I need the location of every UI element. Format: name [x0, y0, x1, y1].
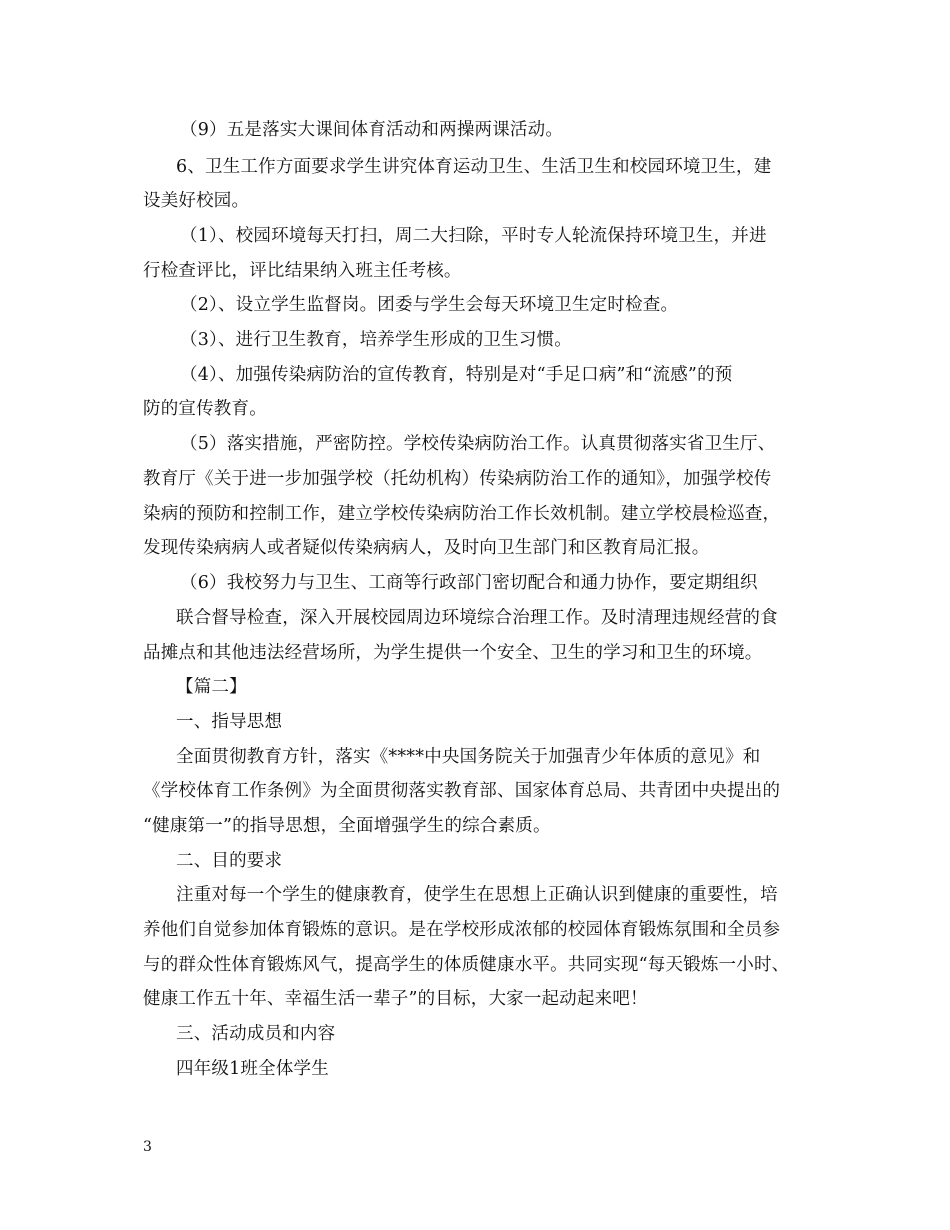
text-line: （4）、加强传染病防治的宣传教育，特别是对“手足口病”和“流感”的预 [180, 365, 733, 385]
subsection-heading: 三、活动成员和内容 [176, 1024, 336, 1044]
text-line: （9）五是落实大课间体育活动和两操两课活动。 [180, 120, 564, 140]
text-line: 行检查评比，评比结果纳入班主任考核。 [143, 261, 462, 281]
subsection-heading: 一、指导思想 [176, 712, 283, 732]
text-line: 健康工作五十年、幸福生活一辈子”的目标，大家一起动起来吧！ [143, 989, 648, 1009]
text-line: 与的群众性体育锻炼风气，提高学生的体质健康水平。共同实现“每天锻炼一小时、 [143, 955, 790, 975]
text-line: 注重对每一个学生的健康教育，使学生在思想上正确认识到健康的重要性，培 [176, 885, 778, 905]
text-line: 6、卫生工作方面要求学生讲究体育运动卫生、生活卫生和校园环境卫生，建 [176, 157, 772, 177]
text-line: （1）、校园环境每天打扫，周二大扫除，平时专人轮流保持环境卫生，并进 [180, 226, 767, 246]
text-line: 品摊点和其他违法经营场所，为学生提供一个安全、卫生的学习和卫生的环境。 [143, 643, 763, 663]
text-line: （6）我校努力与卫生、工商等行政部门密切配合和通力协作，要定期组织 [180, 573, 758, 593]
text-line: 《学校体育工作条例》为全面贯彻落实教育部、国家体育总局、共青团中央提出的 [143, 781, 781, 801]
text-line: （2）、设立学生监督岗。团委与学生会每天环境卫生定时检查。 [180, 295, 679, 315]
text-line: （3）、进行卫生教育，培养学生形成的卫生习惯。 [180, 330, 572, 350]
text-line: 养他们自觉参加体育锻炼的意识。是在学校形成浓郁的校园体育锻炼氛围和全员参 [143, 920, 781, 940]
section-heading: 【篇二】 [176, 677, 247, 697]
text-line: 染病的预防和控制工作，建立学校传染病防治工作长效机制。建立学校晨检巡查， [143, 504, 781, 524]
page-number: 3 [143, 1139, 152, 1155]
text-line: 教育厅《关于进一步加强学校（托幼机构）传染病防治工作的通知》，加强学校传 [143, 469, 772, 489]
text-line: 发现传染病病人或者疑似传染病病人，及时向卫生部门和区教育局汇报。 [143, 538, 710, 558]
text-line: 防的宣传教育。 [143, 399, 267, 419]
text-line: （5）落实措施，严密防控。学校传染病防治工作。认真贯彻落实省卫生厅、 [180, 434, 776, 454]
text-line: 四年级1班全体学生 [176, 1059, 329, 1079]
subsection-heading: 二、目的要求 [176, 851, 283, 871]
text-line: 全面贯彻教育方针，落实《****中央国务院关于加强青少年体质的意见》和 [176, 747, 761, 767]
text-line: “健康第一”的指导思想，全面增强学生的综合素质。 [143, 816, 551, 836]
text-line: 联合督导检查，深入开展校园周边环境综合治理工作。及时清理违规经营的食 [176, 608, 778, 628]
text-line: 设美好校园。 [143, 191, 250, 211]
